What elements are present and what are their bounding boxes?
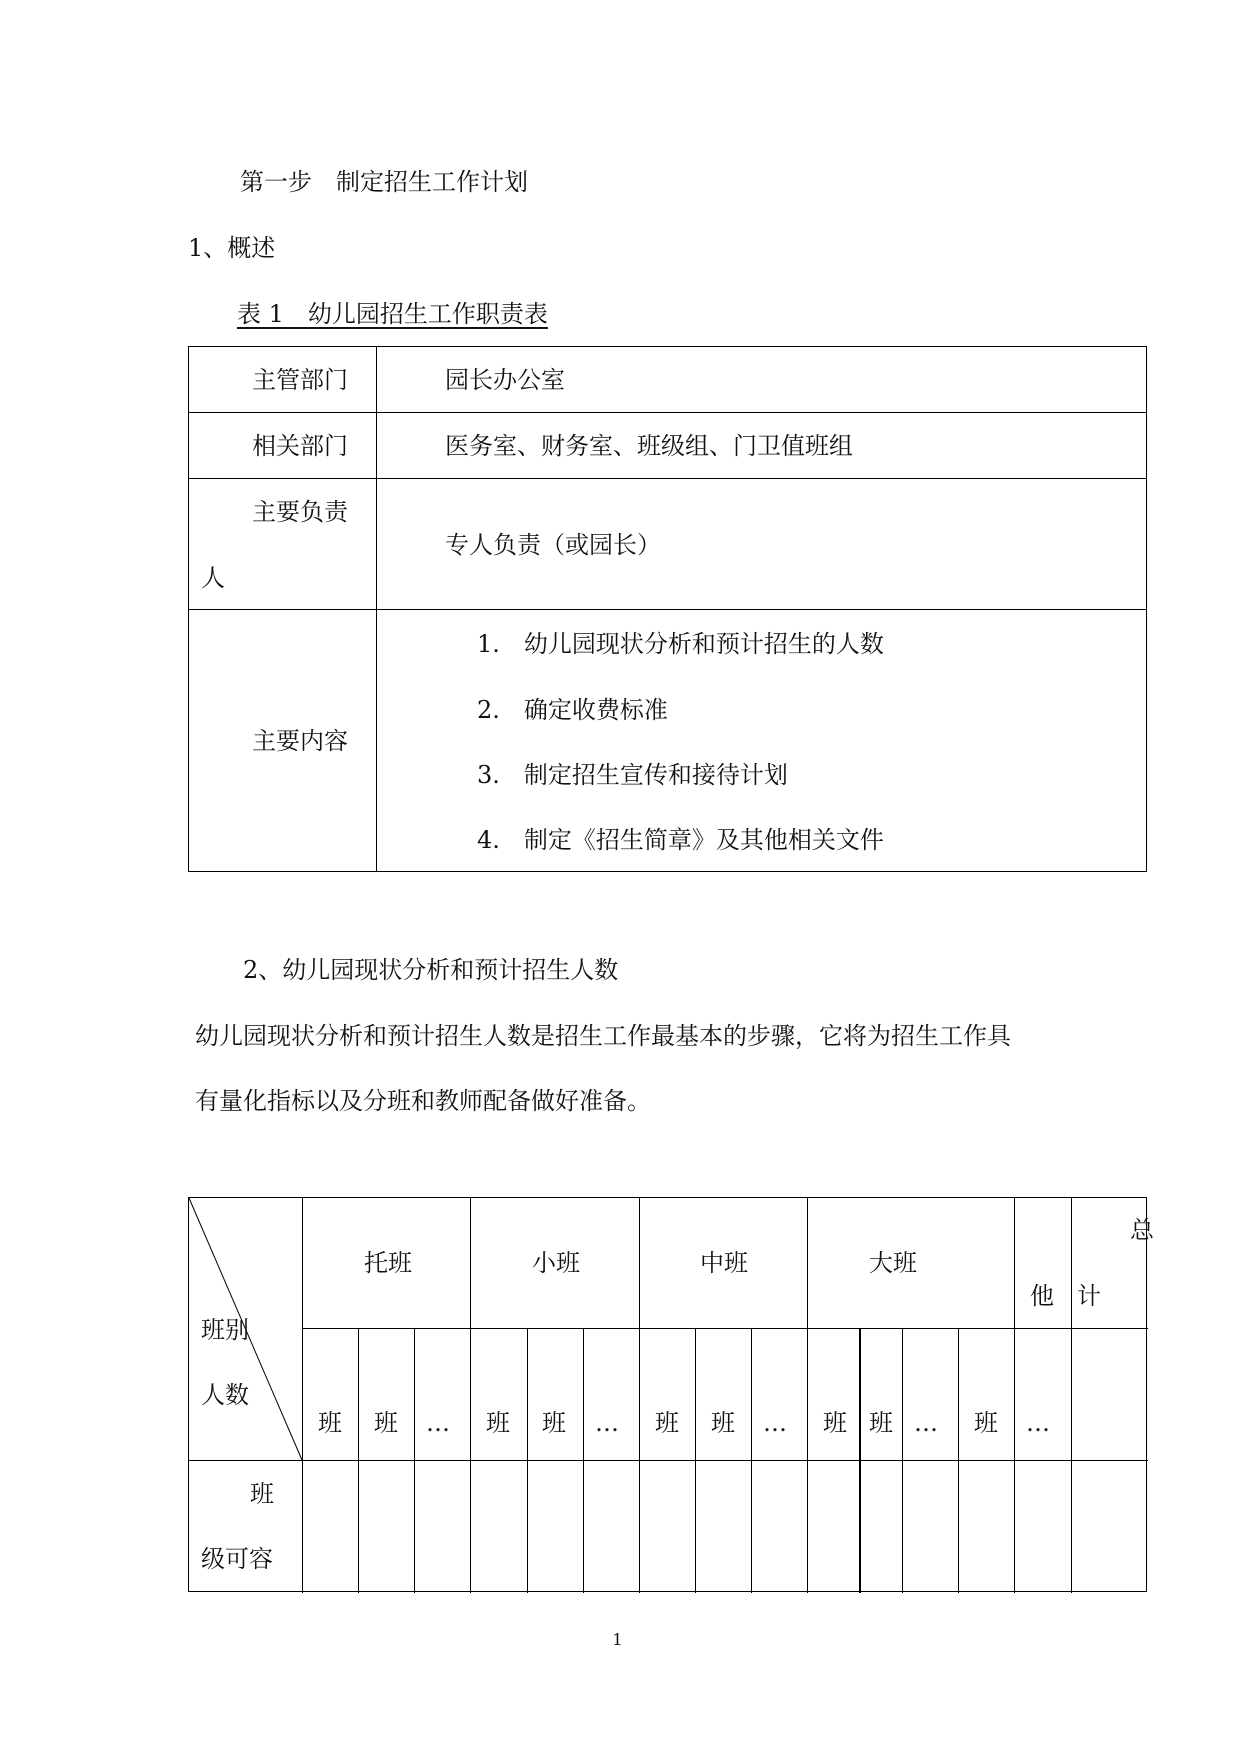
group-header-junior: 小班 [532, 1249, 580, 1277]
table-divider [189, 412, 1146, 413]
sub-header-more: … [426, 1409, 450, 1437]
sub-header-class: 班 [655, 1409, 679, 1437]
group-header-total-a: 总 [1130, 1216, 1154, 1244]
row-value-responsible: 专人负责（或园长） [445, 531, 661, 559]
row-label-department: 主管部门 [252, 366, 348, 394]
paragraph-line: 幼儿园现状分析和预计招生人数是招生工作最基本的步骤，它将为招生工作具 [195, 1022, 1011, 1050]
content-item: 2. 确定收费标准 [477, 696, 668, 724]
content-item: 1. 幼儿园现状分析和预计招生的人数 [477, 630, 884, 658]
group-header-other: 他 [1030, 1282, 1054, 1310]
row-label-responsible-a: 主要负责 [252, 498, 348, 526]
content-item: 4. 制定《招生简章》及其他相关文件 [477, 826, 884, 854]
table-divider [859, 1328, 861, 1593]
sub-header-more: … [595, 1409, 619, 1437]
sub-header-class: 班 [374, 1409, 398, 1437]
table-divider [1014, 1198, 1015, 1593]
paragraph-line: 有量化指标以及分班和教师配备做好准备。 [195, 1087, 651, 1115]
table-divider [358, 1328, 359, 1593]
table-divider [189, 478, 1146, 479]
corner-label-class: 班别 [201, 1316, 249, 1344]
table-1-caption: 表 1 幼儿园招生工作职责表 [237, 300, 548, 328]
row-label-capacity-b: 级可容 [201, 1545, 273, 1573]
row-label-related: 相关部门 [252, 432, 348, 460]
table-divider [958, 1328, 959, 1593]
section-1-title: 1、概述 [188, 234, 276, 262]
section-2-title: 2、幼儿园现状分析和预计招生人数 [243, 956, 619, 984]
row-label-capacity-a: 班 [250, 1480, 274, 1508]
sub-header-more: … [763, 1409, 787, 1437]
table-divider [639, 1198, 640, 1593]
table-divider [902, 1328, 903, 1593]
row-label-responsible-b: 人 [201, 564, 225, 592]
row-label-content: 主要内容 [252, 727, 348, 755]
table-divider [189, 1460, 1148, 1461]
row-value-department: 园长办公室 [445, 366, 565, 394]
group-header-nursery: 托班 [364, 1249, 412, 1277]
step-heading: 第一步 制定招生工作计划 [240, 168, 528, 196]
table-divider [302, 1198, 303, 1593]
corner-label-count: 人数 [201, 1381, 249, 1409]
sub-header-class: 班 [542, 1409, 566, 1437]
table-divider [583, 1328, 584, 1593]
page-number: 1 [612, 1630, 623, 1649]
group-header-senior: 大班 [869, 1249, 917, 1277]
table-divider [807, 1198, 808, 1593]
group-header-total-b: 计 [1077, 1282, 1101, 1310]
table-divider [751, 1328, 752, 1593]
row-value-related: 医务室、财务室、班级组、门卫值班组 [445, 432, 853, 460]
sub-header-more: … [1026, 1409, 1050, 1437]
sub-header-more: … [914, 1409, 938, 1437]
sub-header-class: 班 [318, 1409, 342, 1437]
table-divider [527, 1328, 528, 1593]
table-divider [1071, 1198, 1072, 1593]
sub-header-class: 班 [974, 1409, 998, 1437]
group-header-middle: 中班 [700, 1249, 748, 1277]
table-divider [695, 1328, 696, 1593]
sub-header-class: 班 [823, 1409, 847, 1437]
table-divider [414, 1328, 415, 1593]
content-item: 3. 制定招生宣传和接待计划 [477, 761, 788, 789]
sub-header-class: 班 [711, 1409, 735, 1437]
table-divider [189, 609, 1146, 610]
sub-header-class: 班 [486, 1409, 510, 1437]
sub-header-class: 班 [869, 1409, 893, 1437]
enrollment-table [188, 1197, 1154, 1592]
table-divider [470, 1198, 471, 1593]
table-divider [302, 1328, 1148, 1329]
responsibility-table [188, 346, 1147, 872]
